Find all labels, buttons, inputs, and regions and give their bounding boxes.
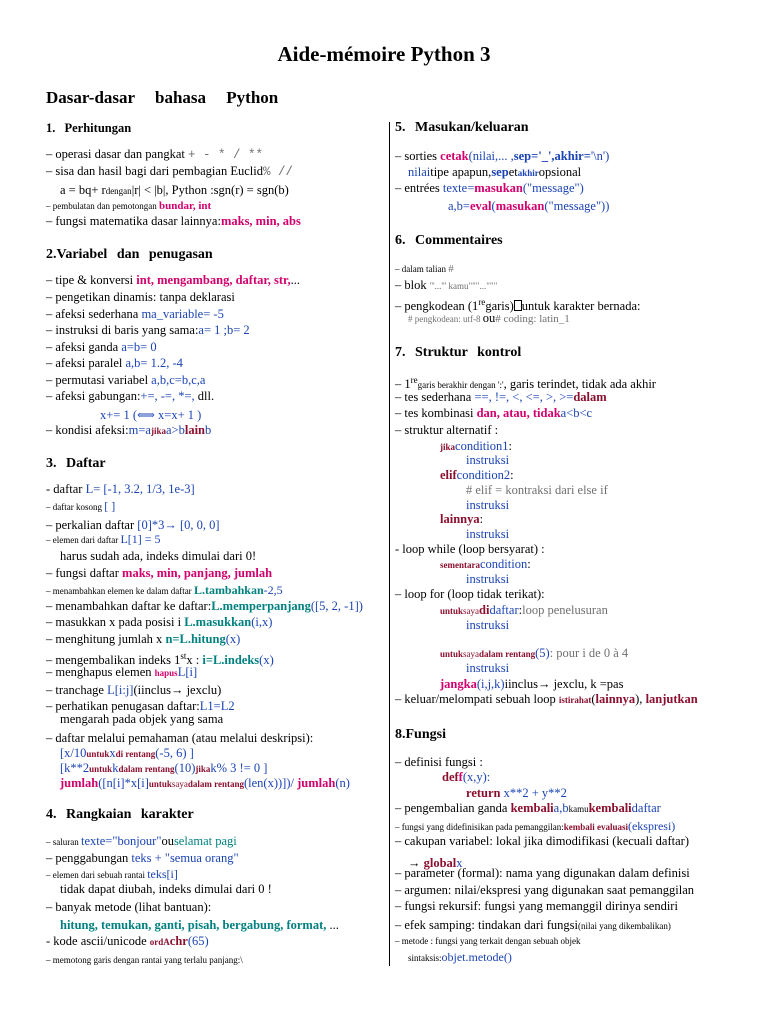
section-3-line: – tranchage L[i:j](iinclus→ jexclu) bbox=[46, 683, 222, 697]
section-8-line: deff(x,y): bbox=[442, 770, 491, 784]
section-7-line: untuksayadalam rentang(5): pour i de 0 à 4 bbox=[440, 646, 629, 660]
section-4-line: tidak dapat diubah, indeks dimulai dari 0 ! bbox=[60, 882, 272, 896]
section-7-line: – keluar/melompati sebuah loop istirahat(lainnya), lanjutkan bbox=[395, 692, 698, 706]
section-8-line: – efek samping: tindakan dari fungsi(nilai yang dikembalikan) bbox=[395, 918, 671, 932]
section-4-line: – penggabungan teks + "semua orang" bbox=[46, 851, 239, 865]
section-4-line: hitung, temukan, ganti, pisah, bergabung, format, ... bbox=[60, 918, 339, 932]
section-2-line: – afeksi ganda a=b= 0 bbox=[46, 340, 157, 354]
page-subtitle: Dasar-dasar bahasa Python bbox=[46, 88, 279, 107]
section-8-heading: 8.Fungsi bbox=[395, 727, 446, 742]
section-3-line: jumlah([n[i]*x[i]untuksayadalam rentang(len(x))])/ jumlah(n) bbox=[60, 776, 350, 790]
section-3-line: mengarah pada objek yang sama bbox=[60, 712, 224, 726]
section-7-line: instruksi bbox=[466, 527, 510, 541]
section-3-line: – menghitung jumlah x n=L.hitung(x) bbox=[46, 632, 241, 646]
section-7-line: instruksi bbox=[466, 618, 510, 632]
section-3-line: – fungsi daftar maks, min, panjang, jumlah bbox=[46, 566, 273, 580]
section-1-heading: 1. Perhitungan bbox=[46, 121, 132, 135]
section-2-line: – pengetikan dinamis: tanpa deklarasi bbox=[46, 290, 235, 304]
section-7-line: untuksayadidaftar:loop penelusuran bbox=[440, 603, 608, 617]
section-7-line: sementaracondition: bbox=[440, 557, 531, 571]
section-3-line: – perkalian daftar [0]*3→ [0, 0, 0] bbox=[46, 518, 220, 532]
section-8-line: – definisi fungsi : bbox=[395, 755, 483, 769]
section-6-line: – blok '''...''' kamu"""...""" bbox=[395, 278, 498, 292]
section-6-heading: 6. Commentaires bbox=[395, 233, 503, 248]
section-7-line: jikacondition1: bbox=[440, 439, 512, 453]
section-4-line: – saluran texte="bonjour"ouselamat pagi bbox=[46, 834, 237, 848]
section-3-line: – menghapus elemen hapusL[i] bbox=[46, 665, 198, 679]
section-1-line: – sisa dan hasil bagi dari pembagian Euclid% // bbox=[46, 164, 293, 179]
section-7-line: instruksi bbox=[466, 572, 510, 586]
section-7-line: elifcondition2: bbox=[440, 468, 514, 482]
section-3-line: – daftar melalui pemahaman (atau melalui deskripsi): bbox=[46, 731, 314, 745]
section-6-line: – pengkodean (1regaris) untuk karakter bernada: bbox=[395, 297, 641, 314]
section-3-line: – menambahkan elemen ke dalam daftar L.tambahkan-2,5 bbox=[46, 583, 283, 597]
section-6-line: – dalam talian # bbox=[395, 263, 454, 275]
section-2-line: – afeksi sederhana ma_variable= -5 bbox=[46, 307, 224, 321]
column-divider bbox=[389, 122, 390, 966]
section-2-line: – kondisi afeksi:m=ajikaa>blainb bbox=[46, 423, 212, 437]
section-5-line: – sorties cetak(nilai,... ,sep='_',akhir='\n') bbox=[395, 149, 610, 163]
section-1-line: – pembulatan dan pemotongan bundar, int bbox=[46, 200, 212, 212]
section-3-line: – masukkan x pada posisi i L.masukkan(i,x) bbox=[46, 615, 273, 629]
section-7-line: – loop for (loop tidak terikat): bbox=[395, 587, 545, 601]
section-3-line: – perhatikan penugasan daftar:L1=L2 bbox=[46, 699, 235, 713]
section-3-line: – elemen dari daftar L[1] = 5 bbox=[46, 532, 161, 546]
section-1-line: a = bq+ rdengan|r| < |b|, Python :sgn(r) = sgn(b) bbox=[60, 183, 289, 197]
section-2-line: – afeksi gabungan:+=, -=, *=, dll. bbox=[46, 389, 215, 403]
section-8-line: – metode : fungsi yang terkait dengan sebuah objek bbox=[395, 936, 581, 946]
section-5-line: a,b=eval(masukan("message")) bbox=[448, 199, 610, 213]
section-2-line: – instruksi di baris yang sama:a= 1 ;b= 2 bbox=[46, 323, 250, 337]
section-7-line: instruksi bbox=[466, 498, 510, 512]
section-1-line: – operasi dasar dan pangkat + - * / ** bbox=[46, 147, 263, 162]
section-2-line: – permutasi variabel a,b,c=b,c,a bbox=[46, 373, 206, 387]
section-3-line: – menambahkan daftar ke daftar:L.memperpanjang([5, 2, -1]) bbox=[46, 599, 363, 613]
section-7-line: jangka(i,j,k)iinclus→ jexclu, k =pas bbox=[440, 677, 624, 691]
section-5-heading: 5. Masukan/keluaran bbox=[395, 120, 529, 135]
section-7-line: lainnya: bbox=[440, 512, 484, 526]
section-7-line: instruksi bbox=[466, 453, 510, 467]
page-title: Aide-mémoire Python 3 bbox=[277, 42, 491, 66]
section-7-line: - loop while (loop bersyarat) : bbox=[395, 542, 545, 556]
section-1-line: – fungsi matematika dasar lainnya:maks, min, abs bbox=[46, 214, 301, 228]
section-8-line: – fungsi rekursif: fungsi yang memanggil dirinya sendiri bbox=[395, 899, 678, 913]
section-7-line: # elif = kontraksi dari else if bbox=[466, 483, 608, 497]
section-7-line: instruksi bbox=[466, 661, 510, 675]
section-7-line: – struktur alternatif : bbox=[395, 423, 499, 437]
section-2-line: x+= 1 (⟺ x=x+ 1 ) bbox=[100, 408, 202, 422]
section-3-line: [k**2untukkdalam rentang(10)jikak% 3 != 0 ] bbox=[60, 761, 268, 775]
section-4-line: – elemen dari sebuah rantai teks[i] bbox=[46, 867, 178, 881]
section-3-line: [x/10untukxdi rentang(-5, 6) ] bbox=[60, 746, 194, 760]
section-6-line: # pengkodean: utf-8 ou# coding: latin_1 bbox=[408, 311, 570, 325]
section-4-line: – banyak metode (lihat bantuan): bbox=[46, 900, 212, 914]
section-8-line: → globalx bbox=[408, 856, 463, 870]
box-glyph-icon bbox=[514, 300, 522, 311]
section-7-heading: 7. Struktur kontrol bbox=[395, 345, 522, 360]
section-8-line: – parameter (formal): nama yang digunakan dalam definisi bbox=[395, 866, 690, 880]
section-2-heading: 2.Variabel dan penugasan bbox=[46, 247, 213, 262]
section-8-line: return x**2 + y**2 bbox=[466, 786, 567, 800]
section-8-line: – argumen: nilai/ekspresi yang digunakan saat pemanggilan bbox=[395, 883, 694, 897]
section-4-line: - kode ascii/unicode ordAchr(65) bbox=[46, 934, 209, 948]
section-2-line: – afeksi paralel a,b= 1.2, -4 bbox=[46, 356, 183, 370]
section-5-line: nilaitipe apapun,sepetakhiropsional bbox=[408, 165, 582, 179]
section-7-line: – 1regaris berakhir dengan ':', garis terindet, tidak ada akhir bbox=[395, 375, 656, 392]
section-7-line: – tes kombinasi dan, atau, tidaka<b<c bbox=[395, 406, 593, 420]
section-8-line: – pengembalian ganda kembalia,bkamukembalidaftar bbox=[395, 801, 661, 815]
section-3-line: – daftar kosong [ ] bbox=[46, 499, 116, 513]
section-3-line: - daftar L= [-1, 3.2, 1/3, 1e-3] bbox=[46, 482, 195, 496]
section-8-line: – cakupan variabel: lokal jika dimodifikasi (kecuali daftar) bbox=[395, 834, 689, 848]
section-7-line: – tes sederhana ==, !=, <, <=, >, >=dalam bbox=[395, 390, 607, 404]
section-8-line: sintaksis:objet.metode() bbox=[408, 950, 512, 964]
section-5-line: – entrées texte=masukan("message") bbox=[395, 181, 584, 195]
section-3-line: harus sudah ada, indeks dimulai dari 0! bbox=[60, 549, 257, 563]
section-3-heading: 3. Daftar bbox=[46, 456, 106, 471]
section-4-line: – memotong garis dengan rantai yang terlalu panjang:\ bbox=[46, 955, 243, 965]
section-8-line: – fungsi yang didefinisikan pada pemanggilan:kembali evaluasi(ekspresi) bbox=[395, 819, 676, 833]
section-3-line: – mengembalikan indeks 1stx : i=L.indeks(x) bbox=[46, 651, 274, 668]
section-4-heading: 4. Rangkaian karakter bbox=[46, 807, 194, 822]
section-2-line: – tipe & konversi int, mengambang, daftar, str,... bbox=[46, 273, 300, 287]
